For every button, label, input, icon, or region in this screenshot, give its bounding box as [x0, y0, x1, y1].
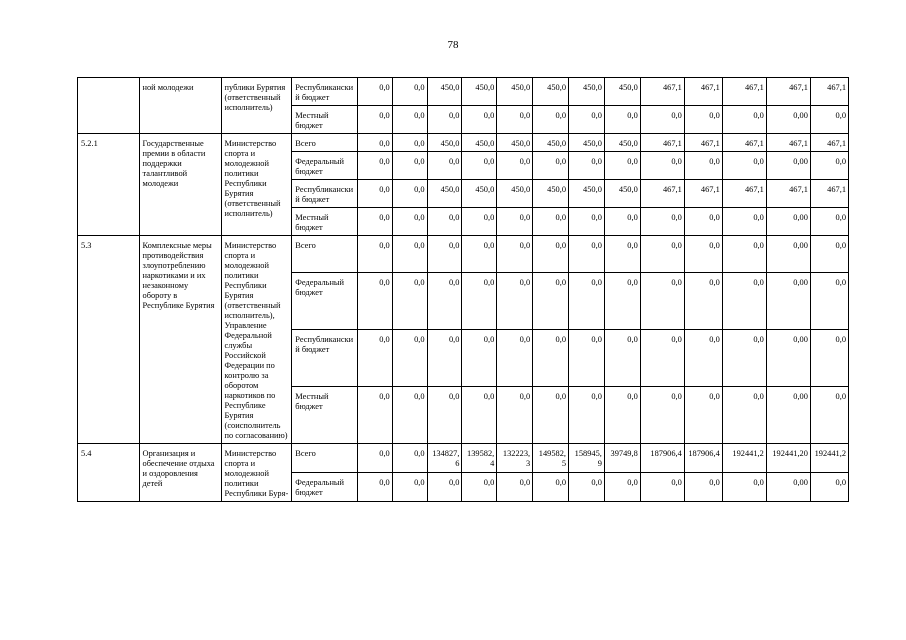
budget-value-cell: 0,0 [392, 78, 427, 106]
budget-value-cell: 0,0 [427, 386, 462, 443]
budget-value-cell: 0,0 [810, 152, 848, 180]
budget-value-cell: 0,0 [810, 473, 848, 502]
budget-value-cell: 139582,4 [462, 444, 497, 473]
budget-value-cell: 450,0 [497, 180, 533, 208]
budget-value-cell: 0,0 [392, 134, 427, 152]
budget-value-cell: 192441,2 [722, 444, 766, 473]
budget-value-cell: 0,0 [640, 329, 684, 386]
funding-source: Всего [292, 444, 358, 473]
funding-source: Местный бюджет [292, 386, 358, 443]
budget-value-cell: 467,1 [684, 180, 722, 208]
budget-value-cell: 450,0 [497, 78, 533, 106]
budget-value-cell: 0,0 [684, 329, 722, 386]
budget-value-cell: 0,0 [497, 152, 533, 180]
measure-name: Государственные премии в области поддержки талантливой молодежи [139, 134, 221, 236]
budget-value-cell: 0,0 [462, 208, 497, 236]
budget-value-cell: 0,00 [766, 106, 810, 134]
budget-value-cell: 0,0 [604, 386, 640, 443]
budget-value-cell: 0,00 [766, 473, 810, 502]
budget-value-cell: 0,0 [462, 152, 497, 180]
budget-value-cell: 0,0 [462, 272, 497, 329]
budget-value-cell: 0,0 [604, 106, 640, 134]
budget-value-cell: 0,0 [640, 208, 684, 236]
budget-value-cell: 0,0 [427, 272, 462, 329]
measure-code: 5.3 [78, 236, 140, 444]
budget-value-cell: 467,1 [810, 78, 848, 106]
measure-name: Комплексные меры противодействия злоупотреблению наркотиками и их незаконному обороту в Республике Бурятия [139, 236, 221, 444]
budget-value-cell: 0,0 [810, 386, 848, 443]
budget-value-cell: 149582,5 [533, 444, 569, 473]
budget-value-cell: 0,0 [533, 272, 569, 329]
budget-value-cell: 450,0 [427, 134, 462, 152]
budget-value-cell: 0,0 [497, 329, 533, 386]
budget-value-cell: 0,0 [462, 386, 497, 443]
budget-value-cell: 0,0 [497, 386, 533, 443]
funding-source: Федеральный бюджет [292, 152, 358, 180]
budget-value-cell: 0,0 [392, 208, 427, 236]
budget-value-cell: 0,00 [766, 152, 810, 180]
budget-value-cell: 0,0 [462, 236, 497, 273]
budget-value-cell: 0,0 [497, 473, 533, 502]
budget-value-cell: 467,1 [766, 134, 810, 152]
budget-value-cell: 467,1 [766, 180, 810, 208]
budget-value-cell: 0,0 [497, 106, 533, 134]
budget-value-cell: 0,0 [533, 329, 569, 386]
budget-value-cell: 0,00 [766, 236, 810, 273]
budget-value-cell: 450,0 [533, 180, 569, 208]
budget-value-cell: 0,0 [569, 208, 605, 236]
budget-value-cell: 0,0 [810, 272, 848, 329]
budget-value-cell: 0,0 [684, 208, 722, 236]
budget-value-cell: 0,0 [604, 152, 640, 180]
budget-value-cell: 158945,9 [569, 444, 605, 473]
budget-value-cell: 0,00 [766, 386, 810, 443]
funding-source: Всего [292, 236, 358, 273]
budget-value-cell: 467,1 [722, 180, 766, 208]
budget-value-cell: 0,0 [533, 386, 569, 443]
measure-name: ной молодежи [139, 78, 221, 134]
budget-value-cell: 450,0 [604, 78, 640, 106]
budget-value-cell: 450,0 [533, 78, 569, 106]
budget-value-cell: 0,0 [462, 473, 497, 502]
budget-value-cell: 0,0 [684, 106, 722, 134]
budget-value-cell: 0,0 [462, 329, 497, 386]
budget-value-cell: 450,0 [569, 134, 605, 152]
budget-value-cell: 0,0 [392, 106, 427, 134]
funding-source: Местный бюджет [292, 208, 358, 236]
budget-value-cell: 0,0 [722, 106, 766, 134]
budget-value-cell: 0,0 [604, 208, 640, 236]
table-row [78, 134, 849, 152]
budget-value-cell: 0,0 [810, 106, 848, 134]
budget-value-cell: 0,0 [604, 473, 640, 502]
budget-value-cell: 0,0 [640, 106, 684, 134]
budget-value-cell: 0,0 [392, 444, 427, 473]
budget-value-cell: 0,0 [392, 152, 427, 180]
budget-value-cell: 187906,4 [640, 444, 684, 473]
funding-source: Федеральный бюджет [292, 272, 358, 329]
budget-value-cell: 0,0 [357, 180, 392, 208]
responsible-executor: Министерство спорта и молодежной политики Республики Бурятия (ответственный исполнитель), Управление Федеральной службы Российской Федерации по контролю за оборотом наркотиков по Республике Бурятия (соисполнитель по согласованию) [221, 236, 292, 444]
budget-value-cell: 0,0 [357, 329, 392, 386]
budget-value-cell: 0,0 [684, 473, 722, 502]
budget-value-cell: 0,00 [766, 329, 810, 386]
budget-value-cell: 192441,2 [810, 444, 848, 473]
budget-value-cell: 0,0 [533, 473, 569, 502]
budget-value-cell: 0,0 [810, 329, 848, 386]
budget-value-cell: 0,0 [640, 386, 684, 443]
budget-value-cell: 467,1 [640, 180, 684, 208]
budget-value-cell: 132223,3 [497, 444, 533, 473]
funding-source: Местный бюджет [292, 106, 358, 134]
budget-value-cell: 0,0 [427, 329, 462, 386]
budget-value-cell: 467,1 [684, 134, 722, 152]
funding-source: Республиканский бюджет [292, 329, 358, 386]
budget-value-cell: 0,0 [684, 272, 722, 329]
responsible-executor: публики Бурятия (ответственный исполнитель) [221, 78, 292, 134]
budget-value-cell: 0,0 [427, 152, 462, 180]
table-row [78, 236, 849, 273]
budget-value-cell: 450,0 [462, 180, 497, 208]
budget-value-cell: 450,0 [604, 134, 640, 152]
funding-source: Республиканский бюджет [292, 78, 358, 106]
table-row [78, 444, 849, 473]
budget-value-cell: 0,0 [569, 236, 605, 273]
budget-value-cell: 0,0 [533, 152, 569, 180]
budget-value-cell: 467,1 [766, 78, 810, 106]
budget-value-cell: 0,0 [604, 272, 640, 329]
budget-value-cell: 192441,20 [766, 444, 810, 473]
budget-value-cell: 450,0 [497, 134, 533, 152]
budget-value-cell: 0,0 [497, 208, 533, 236]
budget-value-cell: 0,0 [357, 106, 392, 134]
budget-value-cell: 450,0 [604, 180, 640, 208]
budget-value-cell: 0,0 [640, 236, 684, 273]
funding-source: Всего [292, 134, 358, 152]
budget-value-cell: 0,0 [569, 152, 605, 180]
budget-value-cell: 0,0 [357, 134, 392, 152]
funding-source: Федеральный бюджет [292, 473, 358, 502]
budget-value-cell: 0,0 [357, 272, 392, 329]
measure-code: 5.2.1 [78, 134, 140, 236]
responsible-executor: Министерство спорта и молодежной политики Республики Бурятия (ответственный исполнитель) [221, 134, 292, 236]
budget-value-cell: 0,0 [640, 152, 684, 180]
budget-value-cell: 0,0 [569, 272, 605, 329]
budget-value-cell: 450,0 [569, 78, 605, 106]
measure-code: 5.4 [78, 444, 140, 502]
budget-value-cell: 0,0 [427, 473, 462, 502]
budget-value-cell: 0,0 [392, 329, 427, 386]
budget-value-cell: 0,0 [722, 329, 766, 386]
budget-value-cell: 0,0 [392, 473, 427, 502]
budget-value-cell: 0,0 [569, 329, 605, 386]
budget-value-cell: 450,0 [569, 180, 605, 208]
budget-value-cell: 0,0 [392, 180, 427, 208]
budget-value-cell: 450,0 [427, 78, 462, 106]
responsible-executor: Министерство спорта и молодежной политики Республики Буря- [221, 444, 292, 502]
budget-value-cell: 0,0 [357, 152, 392, 180]
budget-value-cell: 0,0 [427, 236, 462, 273]
budget-value-cell: 134827,6 [427, 444, 462, 473]
budget-value-cell: 0,0 [462, 106, 497, 134]
budget-value-cell: 0,0 [722, 386, 766, 443]
budget-value-cell: 0,0 [604, 236, 640, 273]
budget-value-cell: 467,1 [810, 134, 848, 152]
budget-value-cell: 0,0 [533, 106, 569, 134]
table-row [78, 78, 849, 106]
budget-value-cell: 0,0 [497, 236, 533, 273]
funding-source: Республиканский бюджет [292, 180, 358, 208]
budget-value-cell: 0,0 [357, 236, 392, 273]
budget-value-cell: 450,0 [462, 134, 497, 152]
budget-value-cell: 467,1 [640, 134, 684, 152]
budget-value-cell: 0,0 [497, 272, 533, 329]
budget-value-cell: 450,0 [462, 78, 497, 106]
budget-value-cell: 0,0 [810, 208, 848, 236]
budget-value-cell: 467,1 [684, 78, 722, 106]
budget-value-cell: 0,0 [357, 386, 392, 443]
budget-value-cell: 450,0 [427, 180, 462, 208]
budget-value-cell: 0,0 [722, 152, 766, 180]
budget-value-cell: 0,0 [640, 473, 684, 502]
measure-name: Организация и обеспечение отдыха и оздоровления детей [139, 444, 221, 502]
budget-value-cell: 0,0 [722, 473, 766, 502]
budget-value-cell: 0,0 [640, 272, 684, 329]
budget-value-cell: 467,1 [810, 180, 848, 208]
budget-value-cell: 0,0 [533, 236, 569, 273]
budget-value-cell: 0,0 [357, 78, 392, 106]
budget-value-cell: 0,00 [766, 272, 810, 329]
budget-value-cell: 0,0 [604, 329, 640, 386]
budget-value-cell: 0,0 [684, 152, 722, 180]
page-number: 78 [447, 39, 459, 51]
budget-value-cell: 0,0 [810, 236, 848, 273]
budget-value-cell: 0,0 [392, 272, 427, 329]
budget-value-cell: 0,0 [684, 236, 722, 273]
budget-value-cell: 0,0 [357, 473, 392, 502]
budget-value-cell: 0,0 [569, 473, 605, 502]
budget-value-cell: 450,0 [533, 134, 569, 152]
budget-value-cell: 0,0 [684, 386, 722, 443]
budget-value-cell: 467,1 [722, 78, 766, 106]
budget-value-cell: 0,0 [722, 208, 766, 236]
budget-value-cell: 0,0 [392, 236, 427, 273]
budget-value-cell: 0,0 [427, 106, 462, 134]
measure-code [78, 78, 140, 134]
budget-table [77, 77, 849, 502]
budget-value-cell: 39749,8 [604, 444, 640, 473]
budget-value-cell: 0,0 [427, 208, 462, 236]
budget-value-cell: 0,0 [533, 208, 569, 236]
budget-value-cell: 467,1 [722, 134, 766, 152]
budget-value-cell: 0,0 [722, 272, 766, 329]
budget-value-cell: 0,0 [569, 106, 605, 134]
budget-value-cell: 467,1 [640, 78, 684, 106]
budget-value-cell: 0,0 [722, 236, 766, 273]
budget-value-cell: 0,0 [392, 386, 427, 443]
budget-value-cell: 0,00 [766, 208, 810, 236]
budget-value-cell: 187906,4 [684, 444, 722, 473]
budget-value-cell: 0,0 [357, 208, 392, 236]
budget-value-cell: 0,0 [569, 386, 605, 443]
budget-value-cell: 0,0 [357, 444, 392, 473]
